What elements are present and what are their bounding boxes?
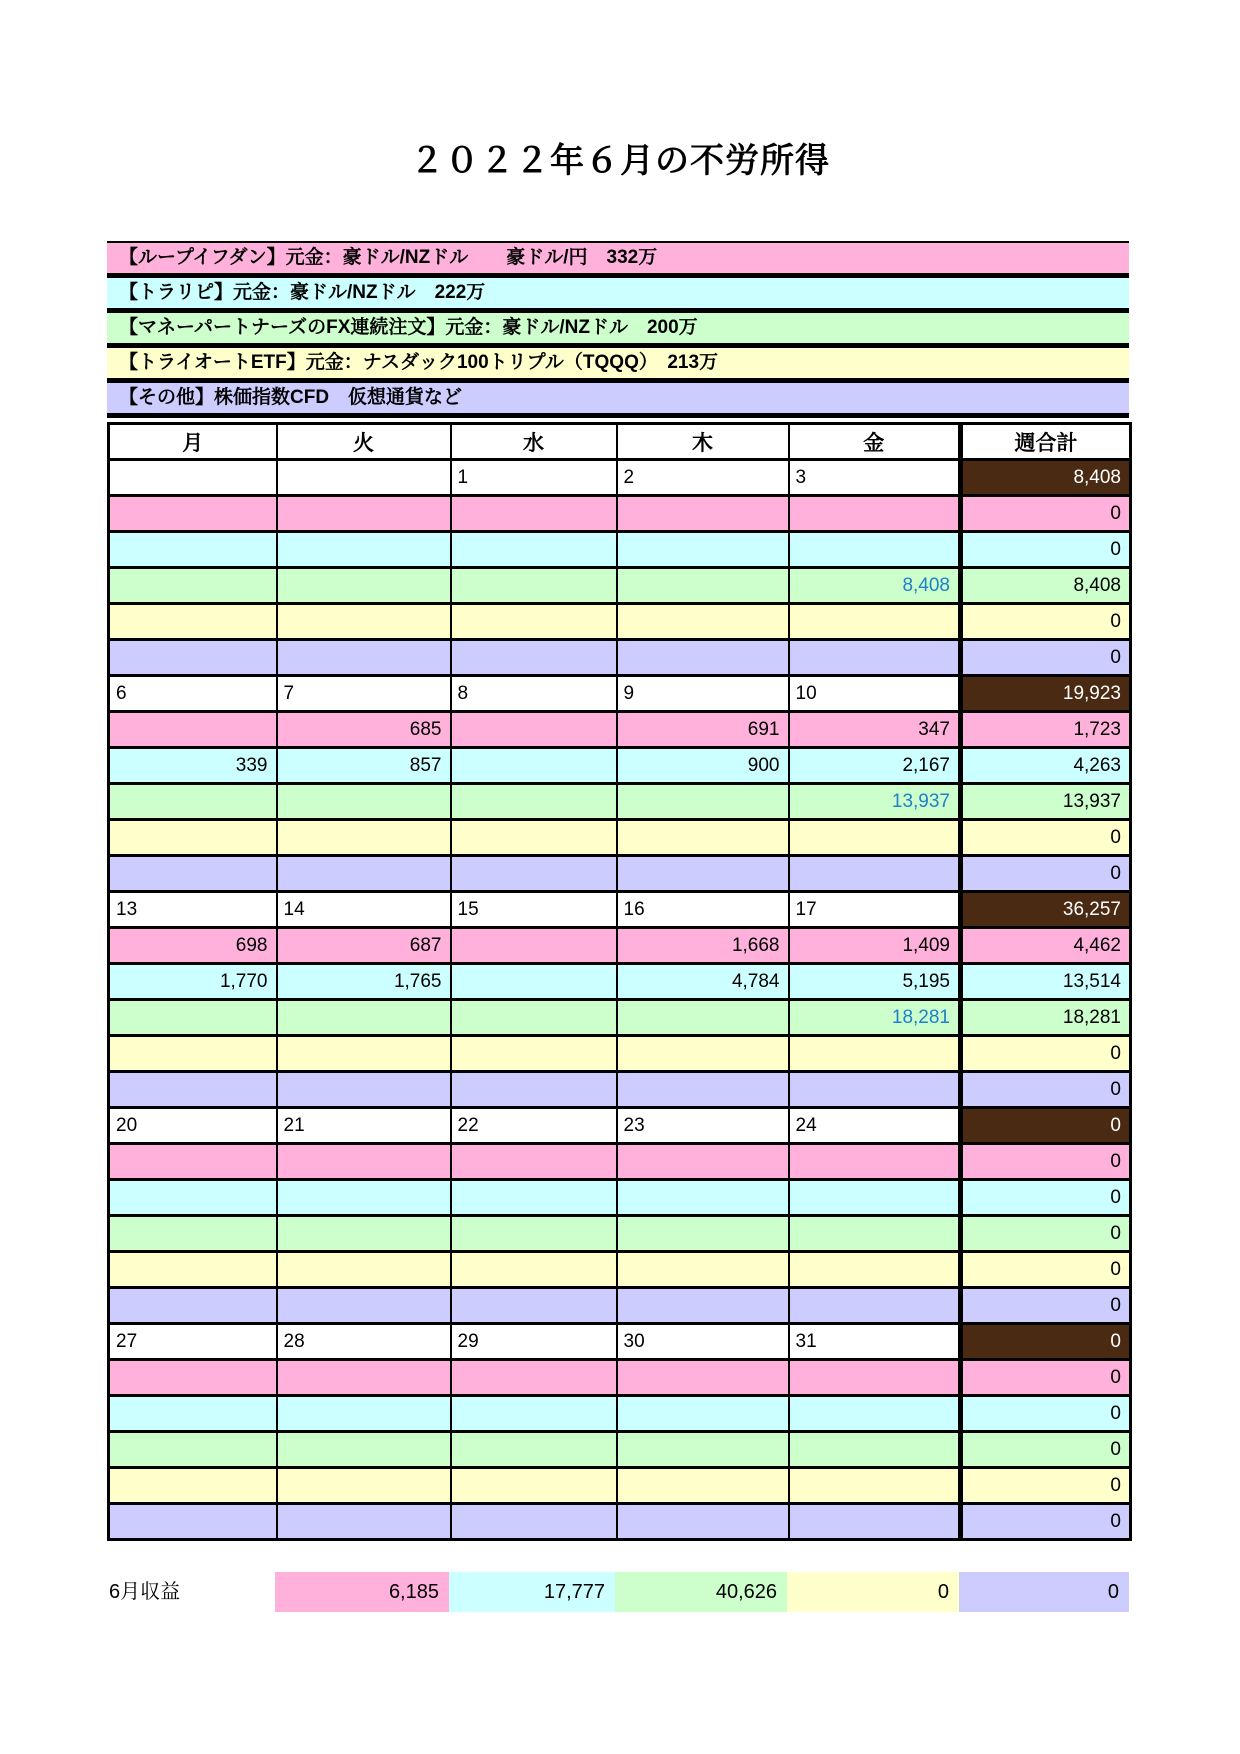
strategy-row-green — [109, 1432, 1131, 1468]
value-cell: 18,281 — [789, 1000, 961, 1036]
value-cell — [109, 856, 277, 892]
row-week-total-cell: 0 — [961, 1288, 1131, 1324]
value-cell — [789, 1396, 961, 1432]
value-cell — [617, 1180, 789, 1216]
value-cell — [789, 1216, 961, 1252]
value-cell — [789, 856, 961, 892]
date-cell: 14 — [277, 892, 451, 928]
value-cell — [789, 532, 961, 568]
value-cell — [617, 1288, 789, 1324]
value-cell — [617, 1072, 789, 1108]
day-header-mon: 月 — [109, 424, 277, 460]
row-week-total-cell: 0 — [961, 496, 1131, 532]
value-cell: 4,784 — [617, 964, 789, 1000]
date-row — [109, 892, 1131, 928]
value-cell — [451, 820, 617, 856]
value-cell — [109, 1180, 277, 1216]
strategy-row-yellow — [109, 1036, 1131, 1072]
date-row — [109, 1324, 1131, 1360]
monthly-summary-row — [107, 1572, 1129, 1612]
value-cell — [277, 532, 451, 568]
date-cell: 22 — [451, 1108, 617, 1144]
value-cell — [451, 1252, 617, 1288]
value-cell — [451, 640, 617, 676]
date-cell: 31 — [789, 1324, 961, 1360]
row-week-total-cell: 1,723 — [961, 712, 1131, 748]
value-cell — [277, 1072, 451, 1108]
value-cell — [109, 1396, 277, 1432]
value-cell — [277, 604, 451, 640]
value-cell — [109, 568, 277, 604]
date-cell: 13 — [109, 892, 277, 928]
value-cell — [617, 784, 789, 820]
date-cell: 17 — [789, 892, 961, 928]
row-week-total-cell: 0 — [961, 1360, 1131, 1396]
strategy-row-pink — [109, 496, 1131, 532]
value-cell — [277, 1504, 451, 1540]
value-cell: 698 — [109, 928, 277, 964]
value-cell — [789, 1360, 961, 1396]
summary-cell-pink: 6,185 — [275, 1572, 449, 1612]
date-cell: 29 — [451, 1324, 617, 1360]
value-cell — [451, 1288, 617, 1324]
value-cell — [617, 856, 789, 892]
date-cell: 8 — [451, 676, 617, 712]
value-cell — [451, 1396, 617, 1432]
row-week-total-cell: 4,462 — [961, 928, 1131, 964]
date-cell: 16 — [617, 892, 789, 928]
date-cell: 23 — [617, 1108, 789, 1144]
value-cell — [789, 1180, 961, 1216]
value-cell — [109, 1072, 277, 1108]
value-cell — [617, 1144, 789, 1180]
date-cell: 15 — [451, 892, 617, 928]
date-cell: 3 — [789, 460, 961, 496]
value-cell — [617, 604, 789, 640]
date-cell: 10 — [789, 676, 961, 712]
value-cell — [109, 1288, 277, 1324]
date-cell: 7 — [277, 676, 451, 712]
strategy-row-cyan — [109, 748, 1131, 784]
banner-others: 【その他】株価指数CFD 仮想通貨など — [107, 383, 1129, 418]
strategy-row-yellow — [109, 1252, 1131, 1288]
value-cell — [277, 640, 451, 676]
date-cell: 1 — [451, 460, 617, 496]
strategy-row-purple — [109, 1072, 1131, 1108]
row-week-total-cell: 0 — [961, 640, 1131, 676]
value-cell — [789, 496, 961, 532]
value-cell — [277, 1252, 451, 1288]
value-cell: 1,770 — [109, 964, 277, 1000]
strategy-row-cyan — [109, 532, 1131, 568]
value-cell — [109, 1252, 277, 1288]
value-cell — [789, 1252, 961, 1288]
strategy-row-cyan — [109, 964, 1131, 1000]
value-cell — [617, 1504, 789, 1540]
day-header-wed: 水 — [451, 424, 617, 460]
row-week-total-cell: 0 — [961, 532, 1131, 568]
row-week-total-cell: 0 — [961, 1468, 1131, 1504]
value-cell — [277, 568, 451, 604]
strategy-row-pink — [109, 928, 1131, 964]
value-cell — [109, 1468, 277, 1504]
strategy-row-green — [109, 1000, 1131, 1036]
value-cell — [451, 568, 617, 604]
value-cell — [277, 1396, 451, 1432]
value-cell — [277, 1144, 451, 1180]
value-cell — [617, 1360, 789, 1396]
row-week-total-cell: 0 — [961, 1504, 1131, 1540]
row-week-total-cell: 0 — [961, 1396, 1131, 1432]
strategy-row-cyan — [109, 1396, 1131, 1432]
date-cell: 27 — [109, 1324, 277, 1360]
value-cell — [617, 1036, 789, 1072]
value-cell — [109, 1360, 277, 1396]
income-calendar-table — [107, 422, 1132, 1541]
week-total-cell: 0 — [961, 1324, 1131, 1360]
value-cell — [789, 1432, 961, 1468]
row-week-total-cell: 0 — [961, 1180, 1131, 1216]
value-cell: 347 — [789, 712, 961, 748]
date-cell — [277, 460, 451, 496]
value-cell — [451, 1180, 617, 1216]
strategy-row-green — [109, 784, 1131, 820]
value-cell — [109, 820, 277, 856]
value-cell — [277, 1216, 451, 1252]
strategy-banners — [107, 241, 1129, 418]
value-cell — [451, 1360, 617, 1396]
value-cell: 1,409 — [789, 928, 961, 964]
value-cell — [109, 1000, 277, 1036]
date-cell: 20 — [109, 1108, 277, 1144]
value-cell — [789, 1072, 961, 1108]
value-cell: 900 — [617, 748, 789, 784]
row-week-total-cell: 8,408 — [961, 568, 1131, 604]
value-cell — [789, 1504, 961, 1540]
value-cell — [789, 604, 961, 640]
value-cell — [617, 1000, 789, 1036]
value-cell — [451, 604, 617, 640]
strategy-row-yellow — [109, 820, 1131, 856]
date-row — [109, 1108, 1131, 1144]
value-cell — [277, 1036, 451, 1072]
date-cell — [109, 460, 277, 496]
value-cell — [451, 1468, 617, 1504]
value-cell — [451, 748, 617, 784]
value-cell — [109, 1216, 277, 1252]
date-row — [109, 676, 1131, 712]
value-cell — [277, 1288, 451, 1324]
date-row — [109, 460, 1131, 496]
day-header-row — [109, 424, 1131, 460]
summary-label: 6月収益 — [109, 1581, 181, 1603]
row-week-total-cell: 0 — [961, 1072, 1131, 1108]
value-cell — [109, 1036, 277, 1072]
strategy-row-yellow — [109, 604, 1131, 640]
page-title: ２０２２年６月の不労所得 — [410, 142, 830, 180]
value-cell — [109, 604, 277, 640]
date-cell: 9 — [617, 676, 789, 712]
row-week-total-cell: 0 — [961, 1432, 1131, 1468]
value-cell — [789, 1036, 961, 1072]
banner-toraripi: 【トラリピ】元金：豪ドル/NZドル 222万 — [107, 278, 1129, 313]
row-week-total-cell: 0 — [961, 1144, 1131, 1180]
date-cell: 6 — [109, 676, 277, 712]
value-cell — [277, 1432, 451, 1468]
row-week-total-cell: 0 — [961, 1036, 1131, 1072]
strategy-row-yellow — [109, 1468, 1131, 1504]
row-week-total-cell: 0 — [961, 604, 1131, 640]
row-week-total-cell: 4,263 — [961, 748, 1131, 784]
day-header-fri: 金 — [789, 424, 961, 460]
value-cell — [109, 496, 277, 532]
value-cell: 687 — [277, 928, 451, 964]
value-cell — [451, 1072, 617, 1108]
strategy-row-purple — [109, 856, 1131, 892]
value-cell — [617, 496, 789, 532]
strategy-row-purple — [109, 1288, 1131, 1324]
value-cell — [277, 820, 451, 856]
value-cell — [277, 496, 451, 532]
row-week-total-cell: 13,514 — [961, 964, 1131, 1000]
date-cell: 24 — [789, 1108, 961, 1144]
week-total-header: 週合計 — [961, 424, 1131, 460]
value-cell: 2,167 — [789, 748, 961, 784]
row-week-total-cell: 0 — [961, 820, 1131, 856]
strategy-row-pink — [109, 1144, 1131, 1180]
strategy-row-pink — [109, 1360, 1131, 1396]
value-cell: 5,195 — [789, 964, 961, 1000]
value-cell — [451, 964, 617, 1000]
value-cell — [277, 1360, 451, 1396]
banner-money-partners: 【マネーパートナーズのFX連続注文】元金：豪ドル/NZドル 200万 — [107, 313, 1129, 348]
row-week-total-cell: 0 — [961, 856, 1131, 892]
date-cell: 30 — [617, 1324, 789, 1360]
value-cell — [109, 712, 277, 748]
summary-cell-purple: 0 — [959, 1572, 1129, 1612]
sheet-content — [107, 241, 1129, 1541]
value-cell — [451, 1504, 617, 1540]
value-cell — [451, 496, 617, 532]
week-total-cell: 19,923 — [961, 676, 1131, 712]
value-cell — [451, 1000, 617, 1036]
value-cell — [451, 712, 617, 748]
week-total-cell: 0 — [961, 1108, 1131, 1144]
value-cell: 339 — [109, 748, 277, 784]
value-cell — [617, 1216, 789, 1252]
value-cell — [617, 820, 789, 856]
strategy-row-green — [109, 1216, 1131, 1252]
value-cell — [617, 1252, 789, 1288]
day-header-thu: 木 — [617, 424, 789, 460]
value-cell — [451, 928, 617, 964]
summary-cell-cyan: 17,777 — [449, 1572, 615, 1612]
value-cell — [277, 1000, 451, 1036]
value-cell — [789, 1288, 961, 1324]
strategy-row-purple — [109, 1504, 1131, 1540]
value-cell — [109, 532, 277, 568]
value-cell — [789, 1144, 961, 1180]
banner-loop-ifdone: 【ループイフダン】元金：豪ドル/NZドル 豪ドル/円 332万 — [107, 241, 1129, 278]
value-cell — [277, 856, 451, 892]
date-cell: 28 — [277, 1324, 451, 1360]
date-cell: 21 — [277, 1108, 451, 1144]
strategy-row-green — [109, 568, 1131, 604]
value-cell — [617, 532, 789, 568]
value-cell: 1,668 — [617, 928, 789, 964]
value-cell — [789, 640, 961, 676]
value-cell — [109, 1144, 277, 1180]
value-cell — [109, 1432, 277, 1468]
value-cell — [617, 1468, 789, 1504]
value-cell: 13,937 — [789, 784, 961, 820]
value-cell — [277, 784, 451, 820]
row-week-total-cell: 0 — [961, 1252, 1131, 1288]
value-cell — [109, 784, 277, 820]
value-cell — [451, 1144, 617, 1180]
value-cell: 691 — [617, 712, 789, 748]
value-cell — [109, 640, 277, 676]
value-cell — [617, 1396, 789, 1432]
summary-cell-green: 40,626 — [615, 1572, 787, 1612]
value-cell — [617, 568, 789, 604]
value-cell — [451, 784, 617, 820]
value-cell — [451, 1216, 617, 1252]
value-cell — [789, 820, 961, 856]
value-cell — [451, 1432, 617, 1468]
strategy-row-purple — [109, 640, 1131, 676]
summary-cell-yellow: 0 — [787, 1572, 959, 1612]
value-cell — [617, 1432, 789, 1468]
value-cell — [617, 640, 789, 676]
week-total-cell: 36,257 — [961, 892, 1131, 928]
value-cell — [277, 1468, 451, 1504]
value-cell — [109, 1504, 277, 1540]
value-cell — [789, 1468, 961, 1504]
date-cell: 2 — [617, 460, 789, 496]
value-cell — [451, 1036, 617, 1072]
value-cell: 685 — [277, 712, 451, 748]
value-cell: 8,408 — [789, 568, 961, 604]
week-total-cell: 8,408 — [961, 460, 1131, 496]
value-cell: 1,765 — [277, 964, 451, 1000]
row-week-total-cell: 13,937 — [961, 784, 1131, 820]
day-header-tue: 火 — [277, 424, 451, 460]
value-cell — [451, 532, 617, 568]
row-week-total-cell: 18,281 — [961, 1000, 1131, 1036]
strategy-row-pink — [109, 712, 1131, 748]
value-cell — [277, 1180, 451, 1216]
value-cell: 857 — [277, 748, 451, 784]
strategy-row-cyan — [109, 1180, 1131, 1216]
row-week-total-cell: 0 — [961, 1216, 1131, 1252]
value-cell — [451, 856, 617, 892]
banner-triauto-etf: 【トライオートETF】元金：ナスダック100トリプル（TQQQ） 213万 — [107, 348, 1129, 383]
